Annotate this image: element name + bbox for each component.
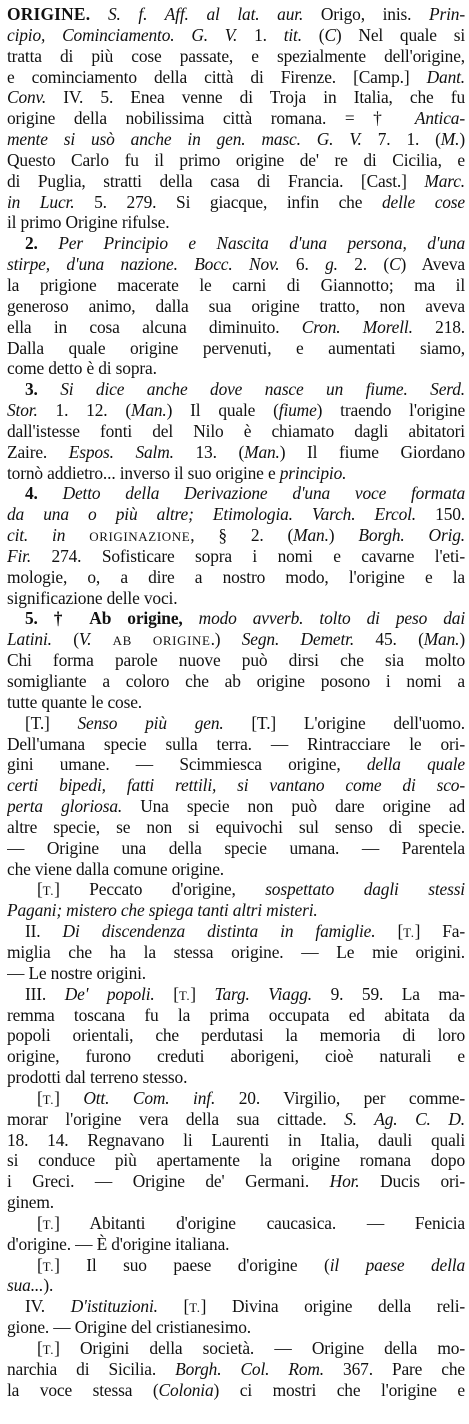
text-line: 2. Per Principio e Nascita d'una persona, d'una: [25, 233, 465, 254]
text-line: [T.] Senso più gen. [T.] L'origine dell'uomo.: [25, 712, 465, 733]
text-line: ginem.: [7, 1192, 54, 1213]
text-line: — Le nostre origini.: [7, 962, 146, 983]
text-line: origine, furono creduti aborigeni, cioè naturali e: [7, 1046, 465, 1067]
text-line: origine della nobilissima città romana. = † Antica-: [7, 108, 465, 129]
text-line: ORIGINE. S. f. Aff. al lat. aur. Origo, inis. Prin-: [7, 4, 465, 24]
text-line: Zaire. Espos. Salm. 13. (Man.) Il fiume Giordano: [7, 441, 465, 462]
text-line: [T.] Il suo paese d'origine (il paese della: [37, 1254, 465, 1275]
text-line: Stor. 1. 12. (Man.) Il quale (fiume) traendo l'origine: [7, 400, 465, 421]
text-line: gini umane. — Scimmiesca origine, della quale: [7, 754, 465, 775]
text-line: dall'istesse fonti del Nilo è chiamato dagli abitatori: [7, 420, 465, 441]
text-line: [T.] Abitanti d'origine caucasica. — Fenicia: [37, 1212, 465, 1233]
text-line: d'origine. — È d'origine italiana.: [7, 1233, 230, 1254]
text-line: si conduce più apertamente la origine romana dopo: [7, 1150, 465, 1171]
text-line: che viene dalla comune origine.: [7, 858, 224, 879]
text-line: 3. Si dice anche dove nasce un fiume. Serd.: [25, 379, 465, 400]
text-line: Fir. 274. Sofisticare sopra i nomi e cavarne l'eti-: [7, 545, 465, 566]
text-line: Dalla quale origine pervenuti, e aumentati siamo,: [7, 337, 465, 358]
text-line: mologie, o, a dire a nostro modo, l'origine e la: [7, 566, 465, 587]
text-line: somigliante a coloro che ab origine posono i nomi a: [7, 671, 465, 691]
text-line: 5. † Ab origine, modo avverb. tolto di peso dai: [25, 608, 465, 629]
text-line: morar l'origine vera della sua cittade. S. Ag. C. D.: [7, 1108, 465, 1129]
text-line: la prigione macerate le carni di Giannotto; ma il: [7, 274, 465, 295]
text-line: Questo Carlo fu il primo origine de' re di Cicilia, e: [7, 149, 465, 170]
text-line: II. Di discendenza distinta in famiglie. [T.] Fa-: [25, 921, 465, 942]
text-line: generoso animo, dalla sua origine tratto, non aveva: [7, 295, 465, 316]
text-line: [T.] Origini della società. — Origine della mo-: [37, 1338, 465, 1358]
text-line: [T.] Peccato d'origine, sospettato dagli stessi: [37, 879, 465, 900]
text-line: i Greci. — Origine de' Germani. Hor. Ducis ori-: [7, 1171, 465, 1192]
text-line: [T.] Ott. Com. inf. 20. Virgilio, per comme-: [37, 1087, 465, 1108]
text-line: mente si usò anche in gen. masc. G. V. 7. 1. (M.): [7, 129, 465, 150]
text-line: sua...).: [7, 1275, 54, 1296]
text-line: stirpe, d'una nazione. Bocc. Nov. 6. g. 2. (C) Aveva: [7, 254, 465, 275]
text-line: perta gloriosa. Una specie non può dare origine ad: [7, 796, 465, 817]
text-line: di Puglia, stratti della casa di Francia. [Cast.] Marc.: [7, 170, 465, 191]
text-line: la voce stessa (Colonia) ci mostri che l'origine e: [7, 1379, 465, 1400]
text-line: come detto è di sopra.: [7, 358, 157, 379]
text-line: Chi forma parole nuove può dirsi che sia molto: [7, 650, 465, 671]
text-line: Dell'umana specie sulla terra. — Rintracciare le ori-: [7, 733, 465, 754]
text-line: III. De' popoli. [T.] Targ. Viagg. 9. 59. La ma-: [25, 983, 465, 1004]
text-line: tratta di più cose passate, e spezialmente dell'origine,: [7, 45, 465, 66]
text-line: altre specie, se non si equivochi sul senso di specie.: [7, 816, 465, 837]
text-line: tutte quante le cose.: [7, 691, 142, 712]
text-line: in Lucr. 5. 279. Si giacque, infin che delle cose: [7, 191, 465, 212]
text-line: Latini. (V. AB ORIGINE.) Segn. Demetr. 45. (Man.): [7, 629, 465, 650]
text-line: popoli orientali, che perdutasi la memoria di loro: [7, 1025, 465, 1046]
text-line: certi bipedi, fatti rettili, si vantano come di sco-: [7, 775, 465, 796]
text-line: tornò addietro... inverso il suo origine e principio.: [7, 462, 347, 483]
text-line: miglia che ha la stessa origine. — Le mie origini.: [7, 941, 465, 962]
text-line: cit. in ORIGINAZIONE, § 2. (Man.) Borgh. Orig.: [7, 525, 465, 546]
text-line: gione. — Origine del cristianesimo.: [7, 1317, 251, 1338]
text-line: prodotti dal terreno stesso.: [7, 1067, 188, 1088]
text-line: narchia di Sicilia. Borgh. Col. Rom. 367. Pare che: [7, 1358, 465, 1379]
text-line: remma toscana fu la prima occupata ed abitata da: [7, 1004, 465, 1025]
text-line: ella in cosa alcuna diminuito. Cron. Morell. 218.: [7, 316, 465, 337]
text-line: cipio, Cominciamento. G. V. 1. tit. (C) Nel quale si: [7, 24, 465, 45]
text-line: 18. 14. Regnavano li Laurenti in Italia, dauli quali: [7, 1129, 465, 1150]
dictionary-entry-origine: [7, 4, 465, 1401]
text-line: IV. D'istituzioni. [T.] Divina origine della reli-: [25, 1296, 465, 1317]
text-line: significazione delle voci.: [7, 587, 178, 608]
text-line: da una o più altre; Etimologia. Varch. Ercol. 150.: [7, 504, 465, 525]
text-line: 4. Detto della Derivazione d'una voce formata: [25, 483, 465, 504]
text-line: Pagani; mistero che spiega tanti altri misteri.: [7, 900, 318, 921]
text-line: e cominciamento della città di Firenze. [Camp.] Dant.: [7, 66, 465, 87]
text-line: — Origine una della specie umana. — Parentela: [7, 837, 465, 858]
text-line: il primo Origine rifulse.: [7, 212, 170, 233]
text-line: Conv. IV. 5. Enea venne di Troja in Italia, che fu: [7, 87, 465, 108]
